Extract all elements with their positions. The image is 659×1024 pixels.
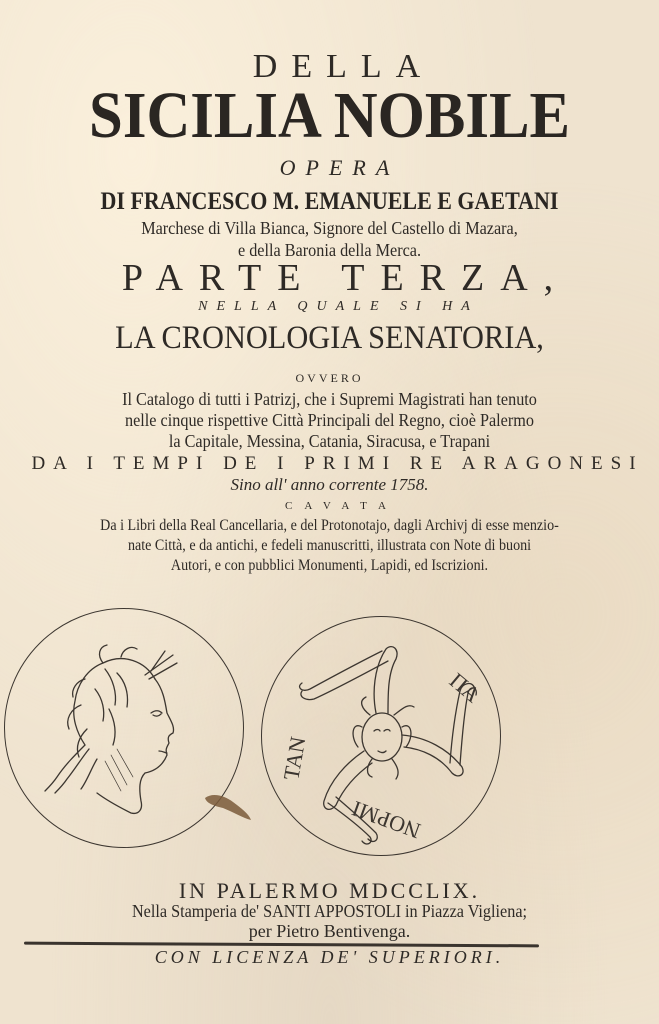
author-title-line: e della Baronia della Merca. (237, 240, 422, 260)
until-line: Sino all' anno corrente 1758. (230, 475, 429, 494)
ovvero-label: OVVERO (295, 371, 364, 385)
cavata-label: CAVATA (285, 500, 398, 512)
coin-inscription: NOPMI (348, 796, 424, 844)
imprint-press: Nella Stamperia de' SANTI APPOSTOLI in Piazza Vigliena; (131, 901, 528, 921)
catalog-line: nelle cinque rispettive Città Principali del Regno, cioè Palermo (125, 410, 534, 430)
sources-line: Autori, e con pubblici Monumenti, Lapidi, ed Iscrizioni. (170, 557, 489, 574)
imprint-place-date: IN PALERMO MDCCLIX. (178, 878, 481, 903)
paper-stain (203, 792, 253, 822)
opera-label: OPERA (279, 155, 400, 180)
coin-inscription: ΠΑ (444, 667, 486, 708)
period-line: DA I TEMPI DE I PRIMI RE ARAGONESI (31, 453, 644, 474)
heading-main: SICILIA NOBILE (89, 79, 570, 152)
catalog-line: la Capitale, Messina, Catania, Siracusa, e Trapani (168, 431, 491, 451)
sources-line: nate Città, e da antichi, e fedeli manuscritti, illustrata con Note di buoni (127, 537, 532, 554)
author-name: DI FRANCESCO M. EMANUELE E GAETANI (100, 188, 559, 215)
catalog-line: Il Catalogo di tutti i Patrizj, che i Supremi Magistrati han tenuto (122, 389, 537, 409)
part-title: PARTE TERZA, (121, 257, 570, 299)
subject-title: LA CRONOLOGIA SENATORIA, (115, 320, 544, 356)
heading-small: DELLA (252, 48, 435, 85)
imprint-printer: per Pietro Bentivenga. (248, 921, 411, 941)
coin-triskelion (261, 616, 501, 856)
part-intro: NELLA QUALE SI HA (198, 299, 479, 314)
imprint-license: CON LICENZA DE' SUPERIORI. (154, 947, 505, 967)
author-title-line: Marchese di Villa Bianca, Signore del Castello di Mazara, (141, 218, 518, 238)
sources-line: Da i Libri della Real Cancellaria, e del Protonotajo, dagli Archivj di esse menzio- (100, 517, 559, 534)
triskelion-icon (262, 617, 500, 855)
coin-inscription: TAN (278, 734, 311, 782)
